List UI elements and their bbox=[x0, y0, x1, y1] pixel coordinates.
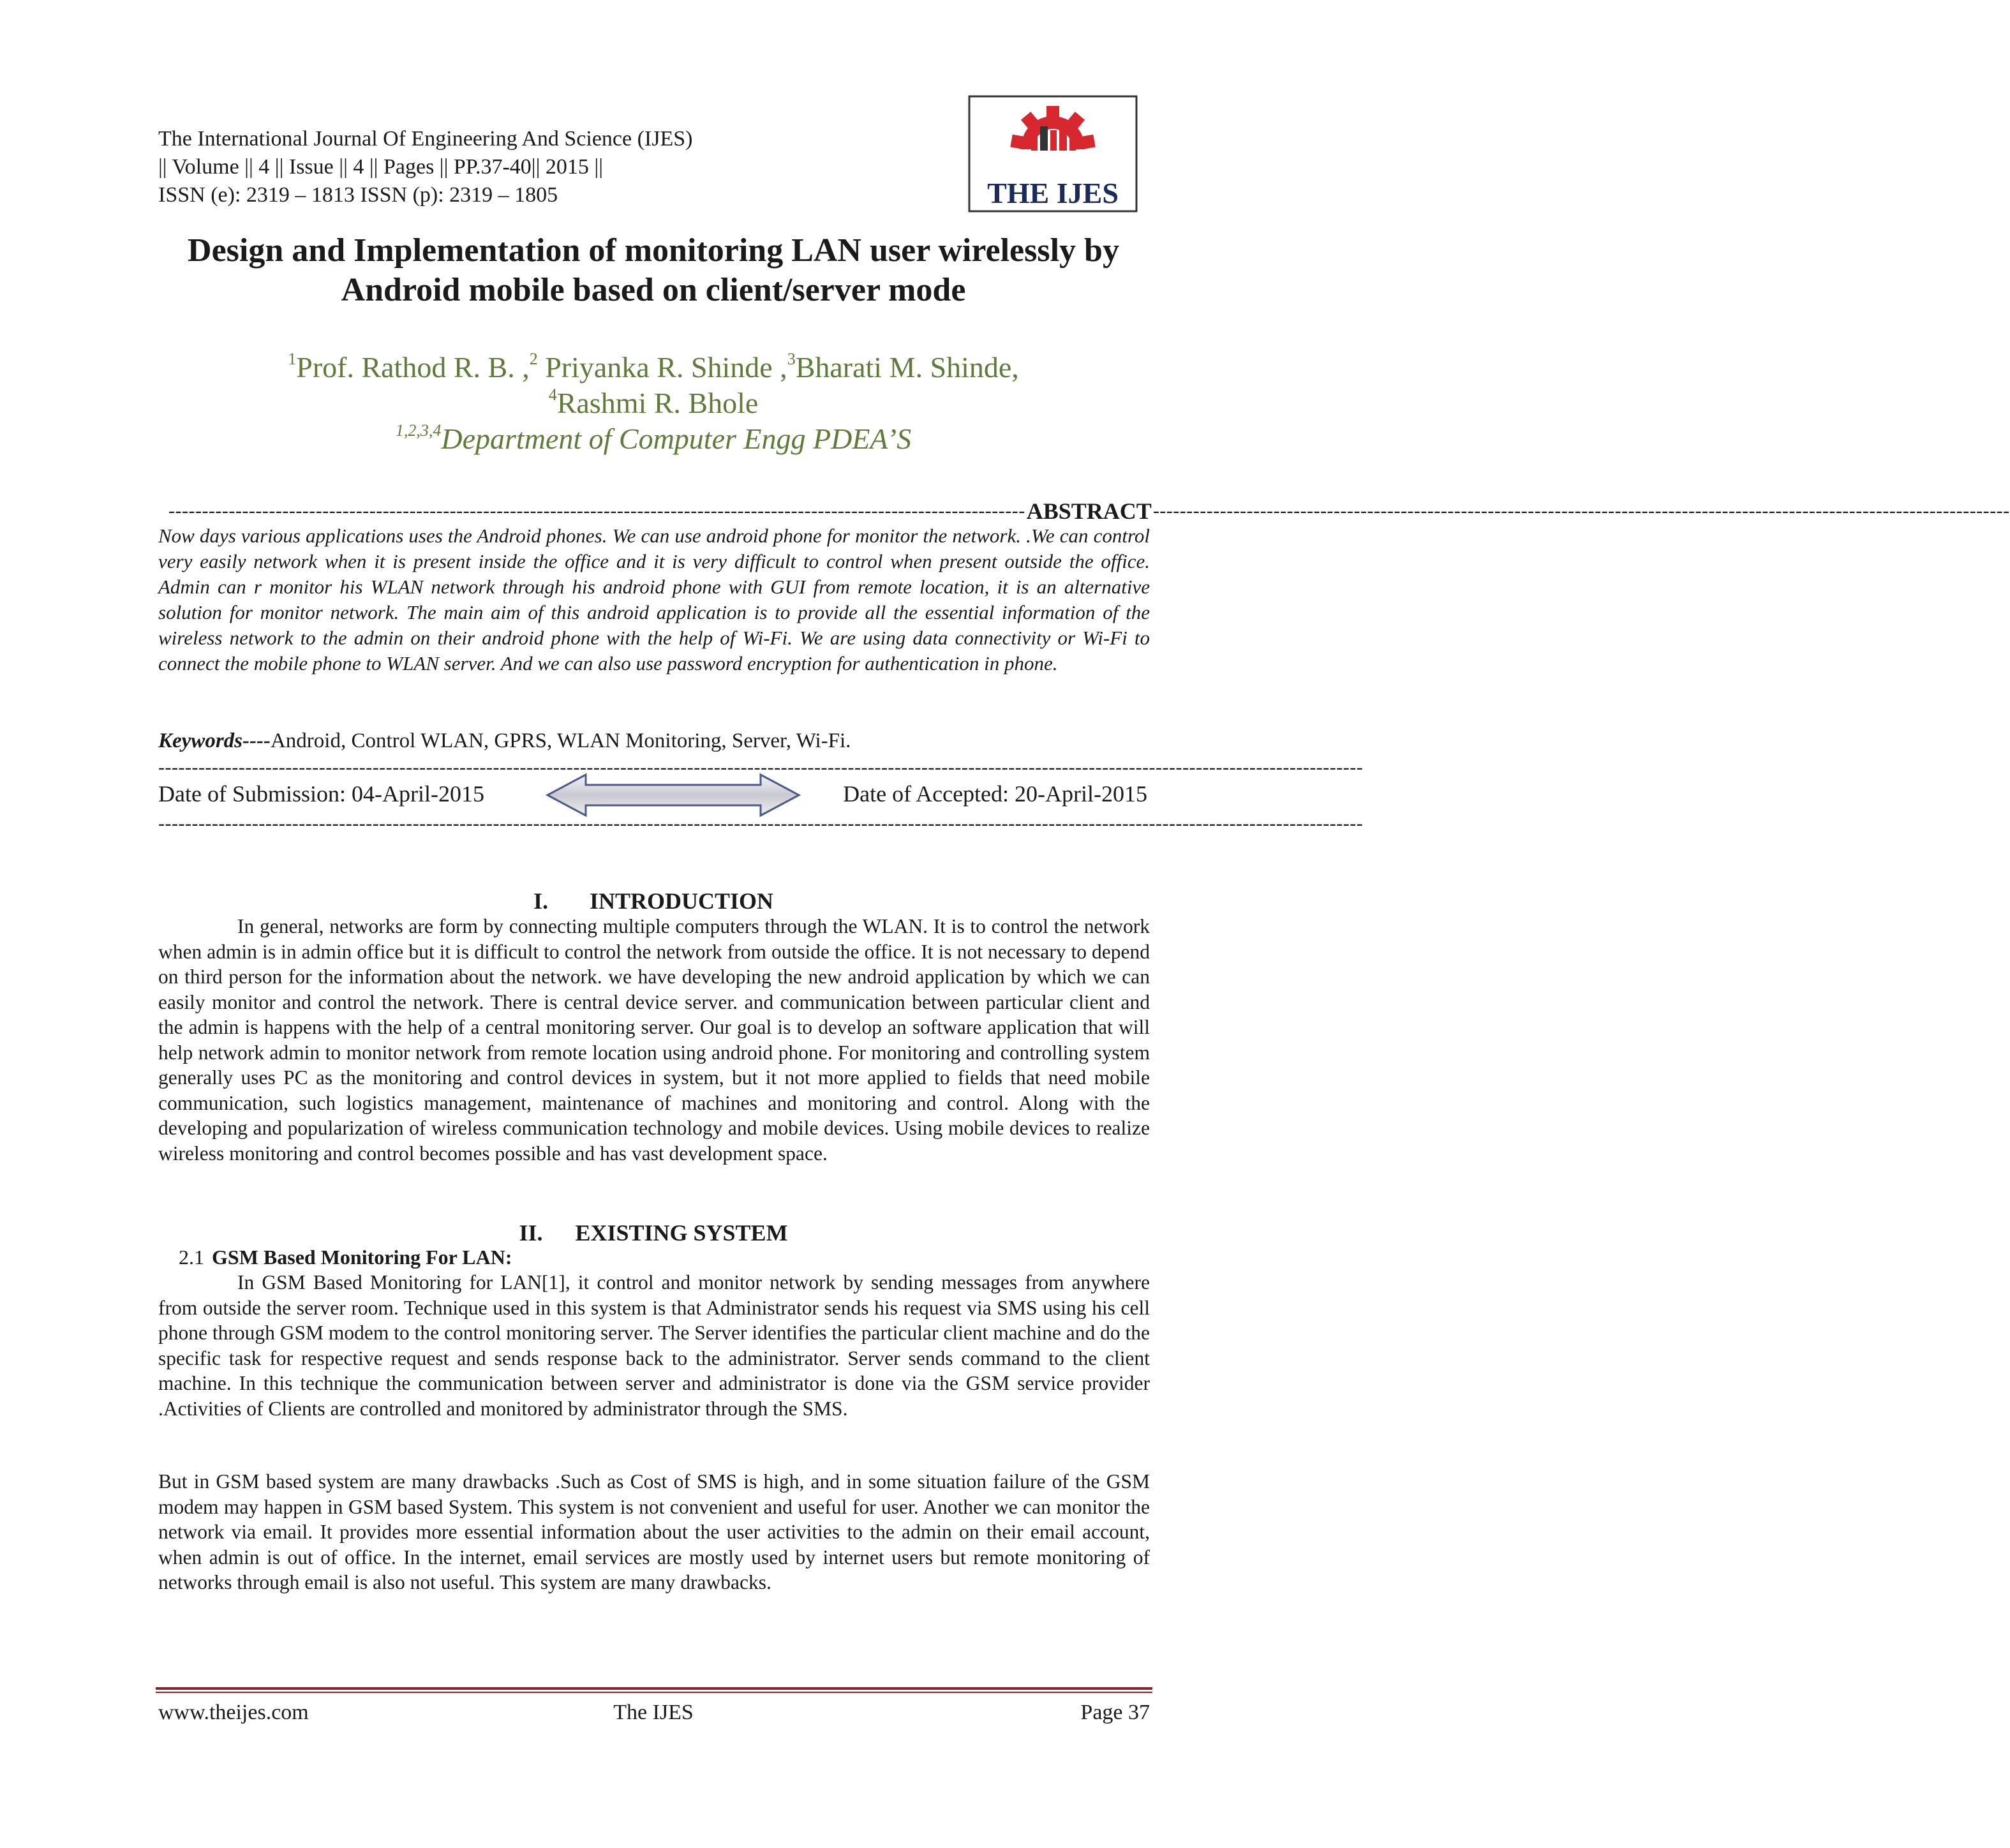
gsm-paragraph: In GSM Based Monitoring for LAN[1], it control and monitor network by sending messages from anywhere from outside the server room. Technique used in this system is that Administrator sends his request via SMS using his cell phone through GSM modem to the control monitoring server. The Server identifies the particular client machine and do the specific task for respective request and sends response back to the administrator. Server sends command to the client machine. In this technique the communication between server and administrator is done via the GSM service provider .Activities of Clients are controlled and monitored by administrator through the SMS. bbox=[158, 1271, 1150, 1420]
subsection-number: 2.1 bbox=[179, 1246, 204, 1269]
ijes-logo bbox=[969, 96, 1137, 212]
abstract-heading-rule bbox=[168, 498, 2010, 525]
footer-rule bbox=[156, 1692, 1152, 1693]
section-heading-existing-system bbox=[115, 1219, 1192, 1247]
journal-name: The International Journal Of Engineering And Science (IJES) bbox=[158, 127, 693, 151]
paper-title bbox=[115, 231, 1192, 310]
date-of-submission: Date of Submission: 04-April-2015 bbox=[158, 781, 484, 807]
logo-text: THE IJES bbox=[987, 177, 1119, 209]
author-2: Priyanka R. Shinde , bbox=[537, 351, 787, 384]
double-arrow-icon bbox=[545, 772, 801, 818]
author-1: Prof. Rathod R. B. , bbox=[296, 351, 530, 384]
journal-volume: || Volume || 4 || Issue || 4 || Pages || PP.37-40|| 2015 || bbox=[158, 155, 604, 179]
introduction-paragraph: In general, networks are form by connecting multiple computers through the WLAN. It is to control the network when admin is in admin office but it is difficult to control the network from outside the office. It is not necessary to depend on third person for the information about the network. we have developing the new android application by which we can easily monitor and control the network. There is central device server. and communication between particular client and the admin is happens with the help of a central monitoring server. Our goal is to develop an software application that will help network admin to monitor network from remote location using android phone. For monitoring and controlling system generally uses PC as the monitoring and control devices in system, but it not more applied to fields that need mobile communication, such logistics management, maintenance of machines and monitoring and control. Along with the developing and popularization of wireless communication technology and mobile devices. Using mobile devices to realize wireless monitoring and control becomes possible and has vast development space. bbox=[158, 915, 1150, 1165]
affiliation-text: Department of Computer Engg PDEA’S bbox=[441, 422, 912, 455]
title-line-2: Android mobile based on client/server mode bbox=[341, 272, 966, 308]
author-4: Rashmi R. Bhole bbox=[556, 387, 759, 419]
subsection-heading-gsm bbox=[179, 1244, 512, 1270]
abstract-heading: ABSTRACT bbox=[1026, 498, 1152, 524]
authors-line-1: $^1$Prof. Rathod R. B. ,$^2$ Priyanka R. Shinde ,$^3$Bharati M. Shinde, bbox=[288, 350, 1019, 384]
author-3: Bharati M. Shinde, bbox=[795, 351, 1019, 384]
journal-issn: ISSN (e): 2319 – 1813 ISSN (p): 2319 – 1805 bbox=[158, 183, 558, 207]
section-number: I. bbox=[533, 888, 548, 914]
section-title: INTRODUCTION bbox=[589, 888, 774, 914]
section-heading-introduction bbox=[115, 887, 1192, 915]
dashed-divider: -------------------------------------------------------------------------------------------------------------------------------- bbox=[168, 500, 1025, 521]
subsection-title: GSM Based Monitoring For LAN: bbox=[212, 1246, 512, 1269]
footer-url[interactable]: www.theijes.com bbox=[158, 1701, 309, 1724]
date-of-acceptance: Date of Accepted: 20-April-2015 bbox=[843, 781, 1147, 807]
section-title: EXISTING SYSTEM bbox=[575, 1220, 788, 1246]
dashed-divider: -------------------------------------------------------------------------------------------------------------------------------- bbox=[1152, 500, 2010, 521]
section-number: II. bbox=[519, 1220, 543, 1246]
drawbacks-paragraph: But in GSM based system are many drawbacks .Such as Cost of SMS is high, and in some situation failure of the GSM modem may happen in GSM based System. This system is not convenient and useful for user. Another we can monitor the network via email. It provides more essential information about the user activities to the admin on their email account, when admin is out of office. In the internet, email services are mostly used by internet users but remote monitoring of networks through email is also not useful. This system are many drawbacks. bbox=[158, 1470, 1150, 1593]
abstract-text: Now days various applications uses the Android phones. We can use android phone for monitor the network. .We can control very easily network when it is present inside the office and it is very difficult to control when present outside the office. Admin can r monitor his WLAN network through his android phone with GUI from remote location, it is an alternative solution for monitor network. The main aim of this android application is to provide all the essential information of the wireless network to the admin on their android phone with the help of Wi-Fi. We are using data connectivity or Wi-Fi to connect the mobile phone to WLAN server. And we can also use password encryption for authentication in phone. bbox=[158, 525, 1150, 674]
keywords bbox=[158, 727, 1150, 754]
title-line-1: Design and Implementation of monitoring LAN user wirelessly by bbox=[188, 232, 1119, 269]
page-number: Page 37 bbox=[1080, 1701, 1150, 1724]
affiliation: $^{1,2,3,4}$Department of Computer Engg PDEA’S bbox=[395, 421, 912, 455]
dashed-divider: ------------------------------------------------------------------------------------------------------------------------------------------------------------------------------------ bbox=[158, 757, 1364, 778]
authors-line-2: $^4$Rashmi R. Bhole bbox=[548, 385, 759, 419]
dashed-divider: ------------------------------------------------------------------------------------------------------------------------------------------------------------------------------------ bbox=[158, 813, 1364, 834]
keywords-text: Android, Control WLAN, GPRS, WLAN Monitoring, Server, Wi-Fi. bbox=[270, 729, 851, 752]
footer-journal: The IJES bbox=[613, 1701, 694, 1724]
journal-header bbox=[158, 125, 692, 209]
footer-rule bbox=[156, 1687, 1152, 1690]
keywords-label: Keywords---- bbox=[158, 729, 271, 752]
